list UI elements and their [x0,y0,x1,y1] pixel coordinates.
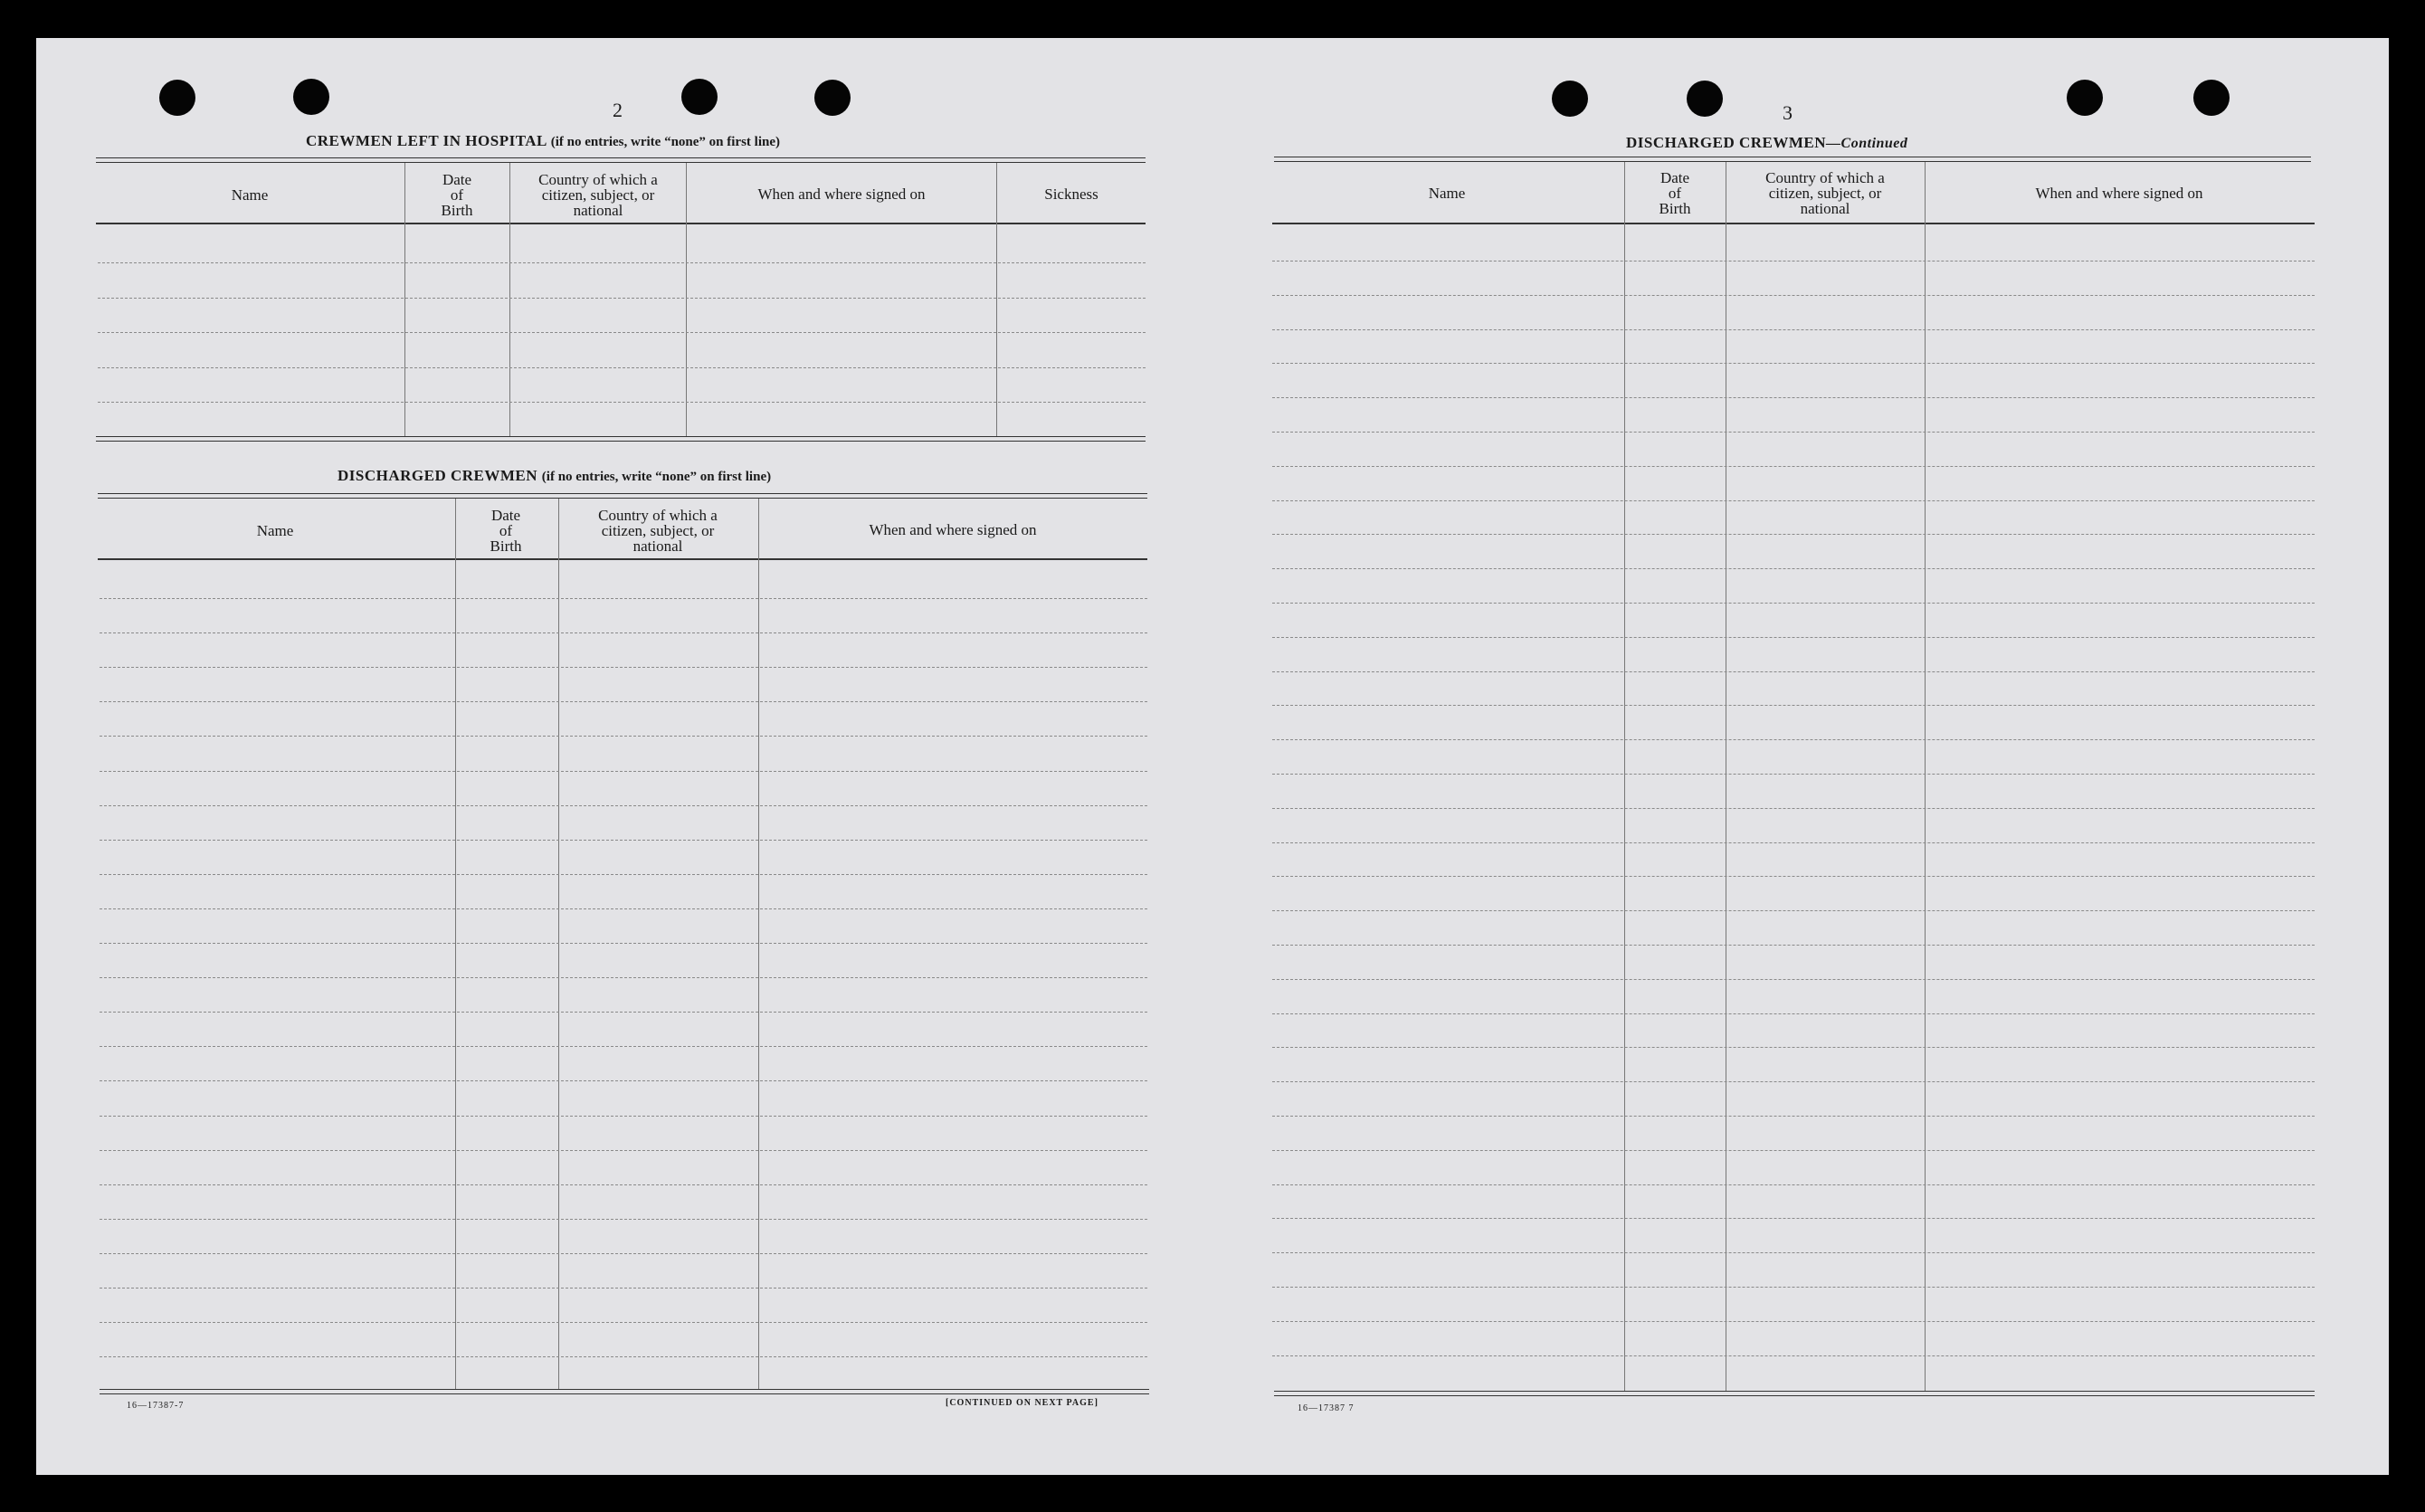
entry-line [98,262,1146,263]
entry-line [1272,568,2315,569]
entry-line [1272,1252,2315,1253]
right-title-suffix: —Continued [1826,136,1908,151]
entry-line [100,667,1147,668]
right-col-divider [1624,162,1625,1392]
punch-hole-icon [814,80,851,116]
entry-line [100,1356,1147,1357]
discharged-col-name: Name [256,522,294,539]
entry-line [1272,261,2315,262]
hospital-col-sickness: Sickness [1044,185,1098,203]
punch-hole-icon [1687,81,1723,117]
punch-hole-icon [2067,80,2103,116]
entry-line [100,1322,1147,1323]
right-col-name: Name [1428,185,1466,202]
continued-note: [CONTINUED ON NEXT PAGE] [946,1398,1098,1408]
hospital-col-name: Name [231,186,269,204]
entry-line [1272,774,2315,775]
entry-line [1272,1047,2315,1048]
entry-line [100,1080,1147,1081]
punch-hole-icon [159,80,195,116]
entry-line [1272,739,2315,740]
entry-line [100,874,1147,875]
entry-line [100,943,1147,944]
hospital-col-divider [509,163,510,436]
discharged-col-country: Country of which a citizen, subject, or national [598,507,718,555]
entry-line [100,1219,1147,1220]
entry-line [1272,363,2315,364]
entry-line [98,298,1146,299]
entry-line [1272,705,2315,706]
entry-line [1272,466,2315,467]
entry-line [1272,910,2315,911]
entry-line [100,736,1147,737]
entry-line [100,908,1147,909]
discharged-header-rule [98,558,1147,560]
entry-line [100,1116,1147,1117]
entry-line [98,367,1146,368]
entry-line [100,1288,1147,1289]
punch-hole-icon [681,79,718,115]
entry-line [98,332,1146,333]
entry-line [1272,1013,2315,1014]
entry-line [1272,1150,2315,1151]
right-bottom-rule [1274,1391,2315,1396]
punch-hole-icon [2193,80,2230,116]
entry-line [100,598,1147,599]
hospital-top-rule [96,157,1146,163]
entry-line [1272,432,2315,433]
entry-line [1272,500,2315,501]
punch-hole-icon [1552,81,1588,117]
entry-line [1272,1184,2315,1185]
discharged-col-signed: When and where signed on [869,521,1037,538]
hospital-title: CREWMEN LEFT IN HOSPITAL [306,132,547,149]
hospital-col-divider [996,163,997,436]
entry-line [1272,671,2315,672]
entry-line [1272,842,2315,843]
punch-hole-icon [293,79,329,115]
entry-line [100,977,1147,978]
entry-line [100,1046,1147,1047]
entry-line [100,1150,1147,1151]
page-number-right: 3 [1783,101,1793,124]
right-section-title [1626,134,1907,152]
hospital-bottom-rule [96,436,1146,442]
entry-line [100,701,1147,702]
discharged-note: (if no entries, write “none” on first line) [541,470,772,484]
entry-line [1272,329,2315,330]
discharged-bottom-rule [100,1389,1149,1394]
discharged-top-rule [98,493,1147,499]
entry-line [1272,603,2315,604]
entry-line [1272,1321,2315,1322]
right-col-birth: Date of Birth [1659,169,1691,217]
entry-line [1272,295,2315,296]
hospital-col-divider [404,163,405,436]
entry-line [100,1184,1147,1185]
entry-line [100,771,1147,772]
right-col-country: Country of which a citizen, subject, or national [1765,169,1885,217]
page-number-left: 2 [613,99,623,121]
right-col-divider [1925,162,1926,1392]
entry-line [1272,1116,2315,1117]
form-code-left: 16—17387-7 [127,1401,185,1411]
entry-line [1272,945,2315,946]
discharged-section-title [338,467,771,485]
right-header-rule [1272,223,2315,224]
entry-line [1272,1355,2315,1356]
right-col-signed: When and where signed on [2035,185,2203,202]
entry-line [1272,397,2315,398]
entry-line [98,402,1146,403]
form-sheet [36,38,2389,1475]
entry-line [100,1012,1147,1013]
discharged-col-birth: Date of Birth [490,507,522,555]
entry-line [1272,534,2315,535]
hospital-col-birth: Date of Birth [441,171,473,219]
entry-line [1272,637,2315,638]
right-title: DISCHARGED CREWMEN [1626,134,1827,151]
entry-line [100,840,1147,841]
hospital-header-rule [96,223,1146,224]
entry-line [1272,808,2315,809]
entry-line [1272,1287,2315,1288]
hospital-col-divider [686,163,687,436]
hospital-col-country: Country of which a citizen, subject, or national [538,171,658,219]
entry-line [1272,1218,2315,1219]
form-code-right: 16—17387 7 [1298,1403,1355,1413]
entry-line [100,632,1147,633]
hospital-section-title [306,132,780,150]
entry-line [1272,876,2315,877]
discharged-title: DISCHARGED CREWMEN [338,467,538,484]
right-top-rule [1274,157,2311,162]
entry-line [1272,1081,2315,1082]
hospital-col-signed: When and where signed on [757,185,926,203]
hospital-note: (if no entries, write “none” on first line) [550,135,780,149]
entry-line [1272,979,2315,980]
entry-line [100,1253,1147,1254]
entry-line [100,805,1147,806]
